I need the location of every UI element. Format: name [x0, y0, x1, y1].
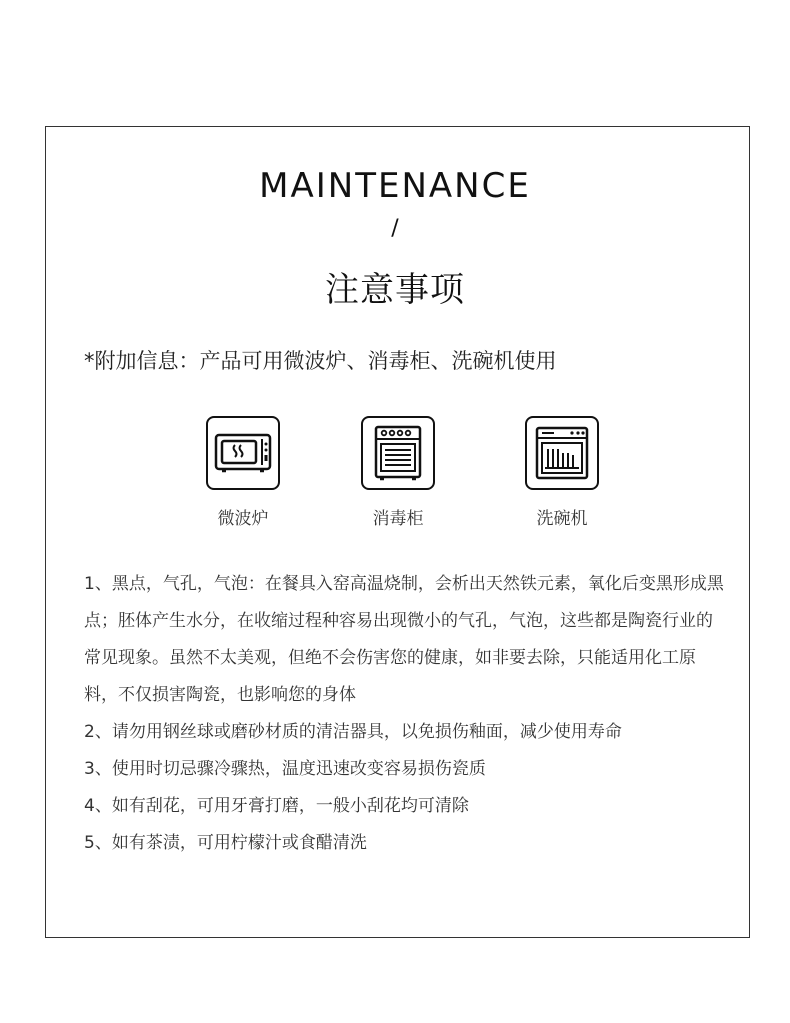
title-english: MAINTENANCE	[259, 166, 531, 206]
maintenance-notes	[84, 566, 724, 862]
sterilizer-icon	[361, 416, 435, 490]
sterilizer-label: 消毒柜	[372, 509, 424, 529]
microwave-icon	[206, 416, 280, 490]
dishwasher-icon	[525, 416, 599, 490]
title-chinese: 注意事项	[325, 270, 465, 310]
title-separator: /	[391, 216, 399, 241]
appliance-microwave	[183, 416, 303, 529]
appliance-sterilizer	[338, 416, 458, 529]
appliance-dishwasher	[502, 416, 622, 529]
note-item: 4、如有刮花，可用牙膏打磨，一般小刮花均可清除	[84, 796, 469, 816]
note-item: 1、黑点，气孔，气泡：在餐具入窑高温烧制，会析出天然铁元素，氧化后变黑形成黑点；胚体产生水分，在收缩过程种容易出现微小的气孔，气泡，这些都是陶瓷行业的常见现象。虽然不太美观，但绝不会伤害您的健康，如非要去除，只能适用化工原料，不仅损害陶瓷，也影响您的身体	[84, 574, 724, 705]
appliance-icons	[0, 416, 790, 536]
note-item: 2、请勿用钢丝球或磨砂材质的清洁器具，以免损伤釉面，减少使用寿命	[84, 722, 622, 742]
additional-info: *附加信息：产品可用微波炉、消毒柜、洗碗机使用	[84, 349, 557, 373]
microwave-label: 微波炉	[217, 509, 269, 529]
dishwasher-label: 洗碗机	[536, 509, 588, 529]
note-item: 5、如有茶渍，可用柠檬汁或食醋清洗	[84, 833, 367, 853]
note-item: 3、使用时切忌骤冷骤热，温度迅速改变容易损伤瓷质	[84, 759, 486, 779]
